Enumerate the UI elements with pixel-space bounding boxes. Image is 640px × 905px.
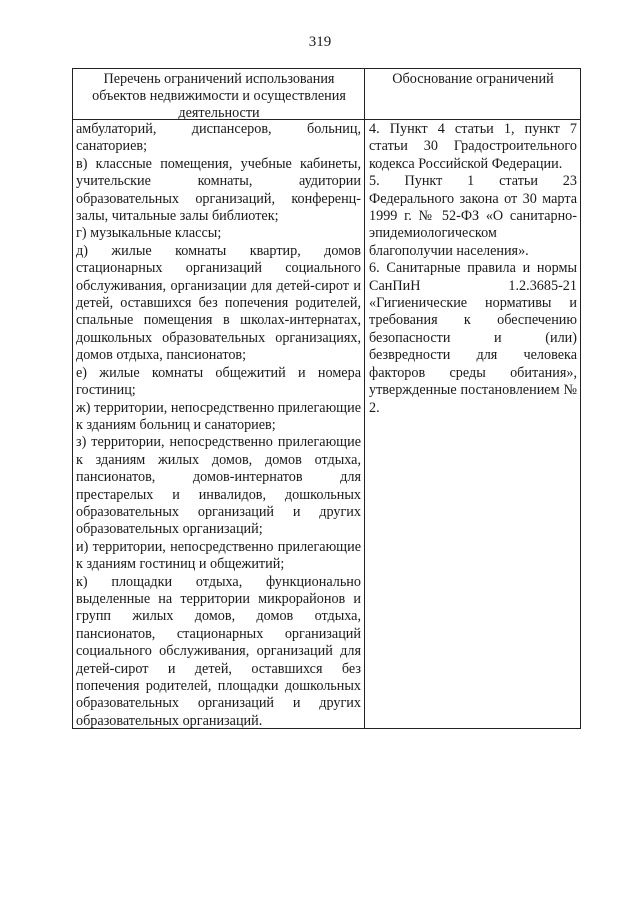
- restriction-item: к) площадки отдыха, функционально выделенные на территории микрорайонов и групп жилых домов, домов отдыха, пансионатов, стационарных организаций социального обслуживания, организаций для детей-сирот и детей, оставшихся без попечения родителей, площадки дошкольных образовательных организаций и других образовательных организаций.: [76, 573, 361, 729]
- justification-item: 5. Пункт 1 статьи 23 Федерального закона от 30 марта 1999 г. № 52-ФЗ «О санитарно-эпидемиологическом благополучии населения».: [369, 173, 577, 259]
- justification-item: 4. Пункт 4 статьи 1, пункт 7 статьи 30 Градостроительного кодекса Российской Федерации.: [369, 121, 577, 172]
- restrictions-table: [72, 68, 581, 729]
- restriction-item: в) классные помещения, учебные кабинеты, учительские комнаты, аудитории образовательных организаций, конференц-залы, читальные залы библиотек;: [76, 155, 361, 225]
- column-divider: [364, 69, 365, 728]
- justification-column: [369, 121, 577, 417]
- restriction-item: г) музыкальные классы;: [76, 225, 222, 242]
- restriction-item: з) территории, непосредственно прилегающие к зданиям жилых домов, домов отдыха, пансионатов, домов-интернатов для престарелых и инвалидов, дошкольных образовательных организаций и других образовательных организаций;: [76, 434, 361, 538]
- restriction-item: ж) территории, непосредственно прилегающие к зданиям больниц и санаториев;: [76, 399, 361, 433]
- restriction-item: е) жилые комнаты общежитий и номера гостиниц;: [76, 364, 361, 399]
- restriction-item: амбулаторий, диспансеров, больниц, санаториев;: [76, 121, 361, 155]
- restriction-item: д) жилые комнаты квартир, домов стационарных организаций социального обслуживания, организации для детей-сирот и детей, оставшихся без попечения родителей, спальные помещения в школах-интернатах, дошкольных образовательных организациях, домов отдыха, пансионатов;: [76, 242, 361, 364]
- restriction-item: и) территории, непосредственно прилегающие к зданиям гостиниц и общежитий;: [76, 538, 361, 573]
- restrictions-column: [76, 121, 361, 730]
- header-justification: Обоснование ограничений: [392, 71, 554, 87]
- justification-item: 6. Санитарные правила и нормы СанПиН 1.2.3685-21 «Гигиенические нормативы и требования к обеспечению безопасности и (или) безвредности для человека факторов среды обитания», утвержденные постановлением № 2.: [369, 260, 577, 416]
- header-restrictions-list: Перечень ограничений использования объектов недвижимости и осуществления деятельности: [92, 71, 346, 121]
- page-number: 319: [308, 34, 332, 50]
